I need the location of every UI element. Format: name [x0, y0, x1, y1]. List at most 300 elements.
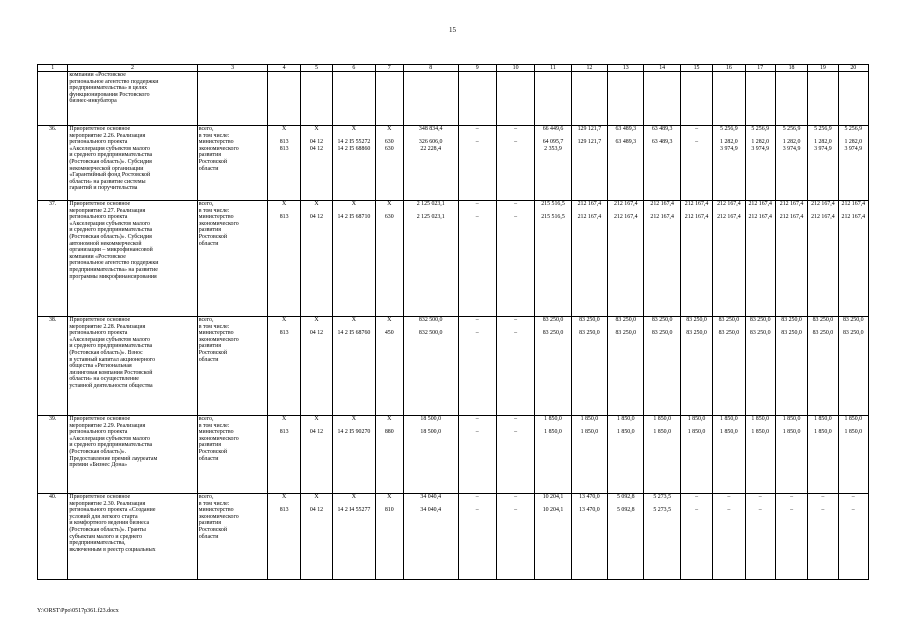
value-line: 1 850,0	[544, 416, 562, 422]
table-row	[38, 201, 869, 317]
value-line: 212 167,4	[684, 201, 709, 207]
value-cell-col-8	[403, 317, 458, 416]
value-line: –	[851, 507, 855, 514]
measure-name-line: организации – микрофинансовой	[69, 247, 153, 254]
value-line: 04 12	[309, 139, 324, 146]
value-cell-col-4	[268, 72, 300, 126]
value-line: –	[514, 330, 518, 337]
value-line: 212 167,4	[650, 201, 674, 207]
value-line: 04 12	[309, 330, 324, 337]
value-cell-col-13	[608, 317, 644, 416]
row-number: 40.	[38, 494, 68, 580]
value-line	[609, 146, 642, 153]
value-line: 880	[384, 429, 394, 436]
measure-name-line: Предоставление премий лауреатам	[69, 455, 158, 462]
measure-name	[68, 201, 197, 317]
value-cell-col-18	[775, 126, 807, 201]
value-cell-col-7	[375, 126, 403, 201]
value-line: 63 489,3	[615, 139, 637, 146]
measure-name-line: и среднего предпринимательства	[69, 227, 153, 234]
value-cell-col-8	[403, 416, 458, 494]
value-cell-col-10	[496, 317, 534, 416]
value-line: –	[514, 507, 518, 514]
value-line: 83 250,0	[812, 330, 834, 337]
responsible-line: Ростовской	[198, 349, 228, 356]
value-line: 212 167,4	[779, 201, 804, 207]
value-cell-col-16	[713, 201, 745, 317]
measure-name-line: региональное агентство поддержки	[69, 260, 159, 267]
responsible-line: развития	[198, 520, 221, 527]
measure-name	[68, 126, 197, 201]
value-line: X	[387, 494, 392, 500]
value-cell-col-16	[713, 494, 745, 580]
value-line: 13 470,0	[579, 494, 600, 500]
column-number-4: 4	[268, 65, 300, 72]
column-number-7: 7	[375, 65, 403, 72]
value-cell-col-10	[496, 126, 534, 201]
measure-name-line: «Акселерация субъектов малого	[69, 145, 150, 152]
measure-name-line: регионального проекта	[69, 330, 128, 337]
measure-name	[68, 416, 197, 494]
value-line: 83 250,0	[686, 317, 707, 323]
measure-name-line: «Акселерация субъектов малого	[69, 435, 150, 442]
value-line: 1 282,0	[844, 139, 863, 146]
measure-name-line: регионального проекта	[69, 214, 128, 221]
value-line: –	[851, 494, 855, 500]
responsible-line: экономического	[198, 435, 239, 442]
value-cell-col-9	[458, 126, 496, 201]
value-cell-col-8	[403, 126, 458, 201]
value-cell-col-16	[713, 126, 745, 201]
value-cell-col-15	[680, 416, 712, 494]
value-cell-col-11	[535, 416, 571, 494]
value-line: 212 167,4	[841, 201, 866, 207]
value-cell-col-19	[808, 201, 838, 317]
value-line: 34 040,4	[420, 507, 442, 514]
value-line: –	[695, 126, 699, 132]
value-line: 63 489,3	[651, 126, 673, 132]
measure-name-line: мероприятие 2.30. Реализация	[69, 500, 146, 507]
value-line: –	[514, 139, 518, 146]
value-cell-col-13	[608, 201, 644, 317]
value-cell-col-11	[535, 201, 571, 317]
value-cell-col-14	[644, 416, 680, 494]
value-line: 326 606,0	[418, 139, 443, 146]
value-line: 1 850,0	[782, 416, 801, 422]
measure-name-line: регионального проекта	[69, 139, 128, 146]
responsible-line: в том числе:	[198, 207, 230, 214]
value-cell-col-12	[571, 317, 607, 416]
value-line: 83 250,0	[686, 330, 707, 337]
value-line: 212 167,4	[684, 214, 709, 221]
responsible-line: Ростовской	[198, 158, 228, 165]
value-cell-col-11	[535, 72, 571, 126]
value-line: 2 125 023,1	[416, 214, 445, 221]
value-line: 1 850,0	[751, 416, 770, 422]
column-number-16: 16	[713, 65, 745, 72]
value-cell-col-5	[300, 416, 332, 494]
value-line: 1 850,0	[844, 429, 863, 436]
value-line: –	[790, 494, 794, 500]
value-line: 14 2 I4 55277	[337, 507, 371, 514]
value-line: X	[314, 494, 319, 500]
value-line: 3 974,9	[814, 145, 832, 152]
value-cell-col-7	[375, 201, 403, 317]
measure-name-line: бизнес-инкубатора	[69, 98, 117, 105]
measure-name-line: предпринимательства,	[69, 540, 126, 547]
measure-name-line: (Ростовская область)». Гранты	[69, 526, 146, 533]
value-line: –	[514, 126, 518, 132]
measure-name-line: некоммерческой организации	[69, 165, 144, 172]
value-line: X	[314, 317, 319, 323]
value-line: 1 850,0	[782, 429, 801, 436]
value-cell-col-15	[680, 494, 712, 580]
value-line: 1 850,0	[616, 416, 635, 422]
value-line: –	[475, 429, 479, 436]
value-cell-col-19	[808, 494, 838, 580]
value-cell-col-4	[268, 416, 300, 494]
value-cell-col-7	[375, 317, 403, 416]
value-cell-col-11	[535, 126, 571, 201]
value-line: X	[387, 201, 392, 207]
value-line: 04 12	[309, 429, 324, 436]
measure-name-line: в уставный капитал акционерного	[69, 356, 156, 363]
value-line: X	[387, 317, 392, 323]
value-line: 66 449,6	[542, 126, 564, 132]
value-line: X	[282, 416, 287, 422]
value-line: –	[695, 494, 699, 500]
row-number: 36.	[38, 126, 68, 201]
value-line: –	[475, 317, 479, 323]
value-line: –	[514, 201, 518, 207]
value-line: –	[475, 139, 479, 146]
row-number: 37.	[38, 201, 68, 317]
measure-name-line: «Гарантийный фонд Ростовской	[69, 172, 151, 179]
value-cell-col-17	[745, 494, 775, 580]
value-cell-col-12	[571, 126, 607, 201]
value-cell-col-7	[375, 416, 403, 494]
responsible-line: развития	[198, 152, 221, 159]
value-line	[498, 146, 533, 153]
value-line: 1 850,0	[616, 429, 635, 436]
responsible-executor	[197, 72, 268, 126]
value-cell-col-11	[535, 317, 571, 416]
value-line: X	[282, 494, 287, 500]
value-cell-col-18	[775, 317, 807, 416]
measure-name-line: Приоритетное основное	[69, 126, 131, 132]
responsible-line: Ростовской	[198, 233, 228, 240]
value-line: X	[351, 416, 357, 422]
value-line: –	[514, 494, 518, 500]
measure-name-line: и среднего предпринимательства	[69, 442, 153, 449]
value-line: –	[514, 317, 518, 323]
measure-name-line: области» на развитие системы	[69, 178, 146, 185]
value-line: 630	[384, 139, 394, 146]
value-line: 83 250,0	[579, 330, 600, 337]
value-line: 83 250,0	[718, 317, 740, 323]
value-cell-col-7	[375, 494, 403, 580]
value-cell-col-19	[808, 72, 838, 126]
value-cell-col-6	[333, 317, 375, 416]
value-line: X	[351, 317, 357, 323]
measure-name-line: предпринимательства» на развитие	[69, 266, 158, 273]
value-line: 1 850,0	[580, 416, 599, 422]
value-cell-col-4	[268, 201, 300, 317]
value-line: 129 121,7	[577, 126, 602, 132]
value-line: X	[314, 126, 319, 132]
measure-name-line: мероприятие 2.27. Реализация	[69, 207, 146, 214]
value-cell-col-13	[608, 72, 644, 126]
value-line: 212 167,4	[614, 214, 638, 221]
value-line: 215 516,5	[541, 214, 565, 221]
column-number-5: 5	[300, 65, 332, 72]
value-line: 83 250,0	[749, 317, 771, 323]
measure-name-line: и среднего предпринимательства	[69, 343, 153, 350]
responsible-line: министерство	[198, 429, 234, 436]
value-cell-col-17	[745, 416, 775, 494]
responsible-line: области	[198, 240, 219, 247]
value-line: 83 250,0	[651, 330, 673, 337]
measure-name-line: мероприятие 2.26. Реализация	[69, 132, 146, 139]
value-line: X	[314, 416, 319, 422]
value-cell-col-12	[571, 72, 607, 126]
value-line: 83 250,0	[615, 317, 637, 323]
value-cell-col-9	[458, 72, 496, 126]
value-line: –	[727, 507, 731, 514]
value-line: 5 256,9	[814, 126, 832, 132]
value-line: 450	[384, 330, 394, 337]
value-cell-col-12	[571, 201, 607, 317]
value-line: 1 282,0	[782, 139, 801, 146]
measure-name-line: Приоритетное основное	[69, 494, 131, 500]
value-line: 1 850,0	[653, 429, 672, 436]
value-cell-col-4	[268, 126, 300, 201]
value-line: –	[727, 494, 731, 500]
value-line: 1 282,0	[814, 139, 832, 146]
column-number-11: 11	[535, 65, 571, 72]
value-line: 212 167,4	[717, 214, 741, 221]
value-line	[682, 146, 711, 153]
value-cell-col-5	[300, 494, 332, 580]
measure-name-line: лизинговая компания Ростовской	[69, 369, 153, 376]
value-cell-col-13	[608, 494, 644, 580]
page-number: 15	[449, 26, 456, 34]
value-cell-col-20	[838, 494, 868, 580]
value-line: 1 850,0	[544, 429, 562, 436]
value-line: –	[475, 416, 479, 422]
value-line: 129 121,7	[577, 139, 602, 146]
value-line: 5 256,9	[751, 126, 770, 132]
value-line: X	[282, 201, 287, 207]
value-line: 212 167,4	[717, 201, 741, 207]
responsible-line: развития	[198, 442, 221, 449]
value-line: 1 850,0	[751, 429, 770, 436]
responsible-executor	[197, 201, 268, 317]
value-line: X	[314, 201, 319, 207]
value-line: 5 256,9	[720, 126, 738, 132]
value-line: 22 228,4	[420, 145, 442, 152]
file-path-footer: Y:\ORST\Ppo\0517p361.f23.docx	[37, 608, 119, 614]
value-line: –	[695, 139, 699, 146]
value-cell-col-14	[644, 72, 680, 126]
value-line: X	[282, 126, 287, 132]
value-cell-col-10	[496, 201, 534, 317]
value-line: 832 500,0	[418, 317, 443, 323]
table-row	[38, 126, 869, 201]
value-line: 212 167,4	[650, 214, 674, 221]
responsible-line: Ростовской	[198, 448, 228, 455]
value-cell-col-15	[680, 126, 712, 201]
column-number-8: 8	[403, 65, 458, 72]
value-line: 1 282,0	[751, 139, 770, 146]
column-number-6: 6	[333, 65, 375, 72]
value-line: 212 167,4	[748, 201, 772, 207]
value-line: 2 125 023,1	[416, 201, 445, 207]
value-line: 64 095,7	[542, 139, 564, 146]
responsible-line: экономического	[198, 145, 239, 152]
value-line: X	[282, 317, 287, 323]
column-number-17: 17	[745, 65, 775, 72]
value-line: 1 850,0	[720, 416, 738, 422]
responsible-executor	[197, 416, 268, 494]
responsible-line: в том числе:	[198, 132, 230, 139]
value-line: 83 250,0	[842, 330, 864, 337]
value-line: 18 500,0	[420, 429, 442, 436]
value-cell-col-7	[375, 72, 403, 126]
value-line: 3 974,9	[844, 145, 863, 152]
value-line: –	[695, 507, 699, 514]
value-cell-col-15	[680, 317, 712, 416]
measure-name-line: функционирования Ростовского	[69, 91, 150, 98]
value-line: 83 250,0	[579, 317, 600, 323]
table-row	[38, 72, 869, 126]
measure-name-line: «Акселерация субъектов малого	[69, 220, 150, 227]
value-cell-col-19	[808, 126, 838, 201]
measure-name-line: «Акселерация субъектов малого	[69, 336, 150, 343]
responsible-line: всего,	[198, 416, 214, 422]
value-line: 212 167,4	[577, 201, 602, 207]
value-cell-col-11	[535, 494, 571, 580]
responsible-line: министерство	[198, 214, 234, 221]
value-cell-col-9	[458, 494, 496, 580]
measure-name-line: субъектам малого и среднего	[69, 533, 143, 540]
responsible-line: Ростовской	[198, 526, 228, 533]
measure-name	[68, 317, 197, 416]
column-number-2: 2	[68, 65, 197, 72]
value-line: –	[514, 416, 518, 422]
value-cell-col-5	[300, 201, 332, 317]
measure-name	[68, 494, 197, 580]
value-cell-col-8	[403, 494, 458, 580]
value-line: X	[351, 126, 357, 132]
value-line: 832 500,0	[418, 330, 443, 337]
value-line: 83 250,0	[812, 317, 834, 323]
value-cell-col-19	[808, 416, 838, 494]
value-cell-col-10	[496, 416, 534, 494]
value-cell-col-14	[644, 317, 680, 416]
value-line: 3 974,9	[782, 145, 801, 152]
column-number-13: 13	[608, 65, 644, 72]
value-line	[645, 146, 678, 153]
row-number: 38.	[38, 317, 68, 416]
value-line: X	[387, 416, 392, 422]
value-line: –	[790, 507, 794, 514]
budget-table	[37, 64, 869, 580]
value-line: 5 273,5	[653, 507, 672, 514]
responsible-line: области	[198, 455, 219, 462]
value-line: 83 250,0	[749, 330, 771, 337]
value-line: –	[475, 126, 479, 132]
measure-name-line: и среднего предпринимательства	[69, 152, 153, 159]
value-line: 212 167,4	[614, 201, 638, 207]
value-line: X	[351, 494, 357, 500]
value-cell-col-6	[333, 201, 375, 317]
value-line: –	[475, 330, 479, 337]
column-number-19: 19	[808, 65, 838, 72]
value-line: 83 250,0	[718, 330, 740, 337]
measure-name-line: предпринимательства» в целях	[69, 85, 148, 92]
measure-name-line: региональное агентство поддержки	[69, 78, 159, 85]
value-cell-col-9	[458, 317, 496, 416]
responsible-line: всего,	[198, 126, 214, 132]
column-number-10: 10	[496, 65, 534, 72]
value-cell-col-5	[300, 126, 332, 201]
responsible-line: всего,	[198, 317, 214, 323]
value-cell-col-12	[571, 494, 607, 580]
column-number-1: 1	[38, 65, 68, 72]
responsible-line: развития	[198, 227, 221, 234]
measure-name	[68, 72, 197, 126]
responsible-line: экономического	[198, 220, 239, 227]
value-cell-col-4	[268, 317, 300, 416]
value-line: 83 250,0	[842, 317, 864, 323]
value-cell-col-16	[713, 72, 745, 126]
column-number-3: 3	[197, 65, 268, 72]
value-cell-col-17	[745, 201, 775, 317]
measure-name-line: мероприятие 2.29. Реализация	[69, 422, 146, 429]
measure-name-line: уставной деятельности общества	[69, 382, 153, 389]
value-cell-col-13	[608, 416, 644, 494]
value-line: X	[387, 126, 392, 132]
value-cell-col-8	[403, 201, 458, 317]
value-line: 348 834,4	[418, 126, 443, 132]
value-line: 5 256,9	[844, 126, 863, 132]
row-number: 39.	[38, 416, 68, 494]
value-cell-col-5	[300, 72, 332, 126]
value-cell-col-16	[713, 317, 745, 416]
value-line: 212 167,4	[748, 214, 772, 221]
value-line: 3 974,9	[751, 145, 770, 152]
value-line: 83 250,0	[542, 330, 564, 337]
value-line: 813	[279, 330, 289, 337]
responsible-line: области	[198, 533, 219, 540]
value-line: 04 12	[309, 145, 324, 152]
value-line: 1 850,0	[687, 429, 706, 436]
value-line	[573, 146, 606, 153]
responsible-line: развития	[198, 343, 221, 350]
measure-name-line: регионального проекта	[69, 429, 128, 436]
value-line: 1 850,0	[814, 429, 832, 436]
responsible-line: всего,	[198, 201, 214, 207]
value-cell-col-15	[680, 72, 712, 126]
column-number-12: 12	[571, 65, 607, 72]
value-line: 212 167,4	[779, 214, 804, 221]
value-line	[460, 146, 495, 153]
value-line: 83 250,0	[542, 317, 564, 323]
measure-name-line: Приоритетное основное	[69, 416, 131, 422]
value-cell-col-18	[775, 72, 807, 126]
responsible-line: министерство	[198, 507, 234, 514]
